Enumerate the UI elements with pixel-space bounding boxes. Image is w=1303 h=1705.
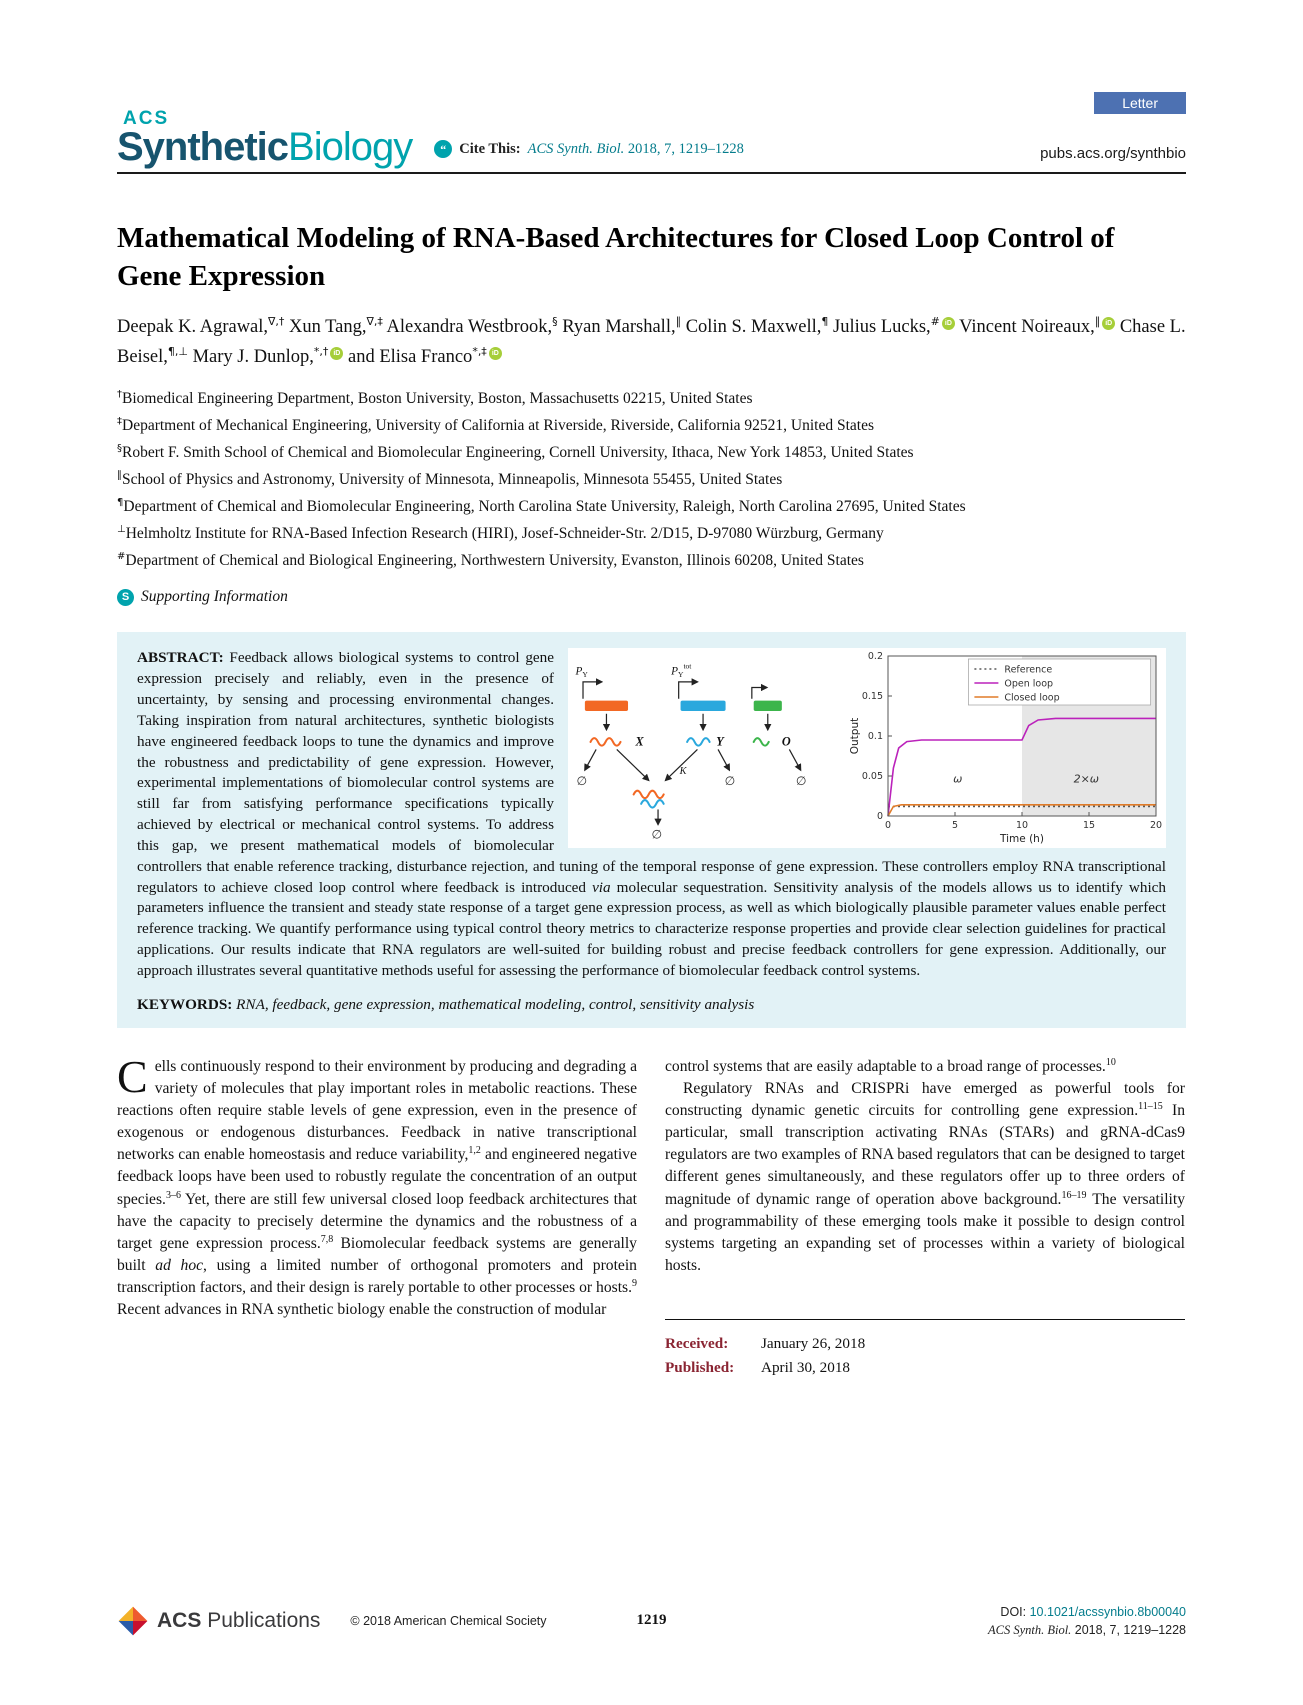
author: Deepak K. Agrawal,∇,† bbox=[117, 315, 285, 338]
svg-text:Output: Output bbox=[849, 718, 861, 755]
svg-text:Open loop: Open loop bbox=[1004, 678, 1054, 690]
gene-y-block bbox=[681, 701, 726, 711]
svg-text:20: 20 bbox=[1149, 820, 1163, 832]
rna-x-squiggle bbox=[591, 739, 621, 747]
author: Ryan Marshall,∥ bbox=[562, 315, 682, 338]
svg-text:0: 0 bbox=[876, 811, 883, 823]
affiliation: ∥School of Physics and Astronomy, University of Minnesota, Minneapolis, Minnesota 55455, United States bbox=[117, 469, 783, 488]
cite-this[interactable] bbox=[434, 140, 744, 164]
promoter-1-label: $P_Y$ bbox=[575, 665, 588, 680]
abstract-box bbox=[117, 632, 1186, 1027]
article-type-badge: Letter bbox=[1094, 92, 1186, 114]
acs-publications-wordmark: ACS Publications bbox=[157, 1608, 321, 1632]
keywords-line bbox=[137, 982, 1166, 1014]
orcid-icon[interactable]: iD bbox=[330, 347, 343, 360]
published-label: Published: bbox=[665, 1358, 735, 1376]
page-number: 1219 bbox=[636, 1612, 667, 1629]
cite-icon: “ bbox=[434, 140, 452, 158]
abstract-text: Feedback allows biological systems to control gene expression precisely and reliably, even in the presence of uncertainty, by sensing and processing environmental changes. Taking inspiration from natural architectures, synthetic biologists have engineered feedback loops to tune the dynamics and improve the robustness and predictability of gene expression. However, experimental implementations of biomolecular control systems are still far from satisfying performance specifications typically achieved by electrical or mechanical control systems. To address this gap, we present mathematical models of biomolecular controllers that enable reference tracking, disturbance rejection, and tuning of the temporal response of gene expression. These controllers employ RNA transcriptional regulators to achieve closed loop control where feedback is introduced via molecular sequestration. Sensitivity analysis of the models allows us to identify which parameters influence the transient and steady state response of a target gene expression process, as well as which biologically plausible parameter values enable perfect reference tracking. We quantify performance using typical control theory metrics to characterize response properties and provide clear selection guidelines for practical applications. Our results indicate that RNA regulators are well-suited for building robust and precise feedback controllers for gene expression. Additionally, our approach illustrates several quantitative methods useful for assessing the performance of biomolecular feedback control systems. bbox=[137, 649, 1166, 979]
degradation-symbol: ∅ bbox=[651, 827, 663, 842]
svg-text:Closed loop: Closed loop bbox=[1004, 692, 1060, 704]
svg-text:0.15: 0.15 bbox=[861, 691, 883, 703]
supporting-info-icon: S bbox=[117, 589, 134, 606]
author: Vincent Noireaux,∥ iD bbox=[959, 317, 1115, 337]
gene-o-block bbox=[754, 701, 782, 711]
body-column-right bbox=[665, 1056, 1185, 1380]
journal-header bbox=[117, 92, 1186, 174]
svg-text:0.2: 0.2 bbox=[867, 651, 883, 663]
author: Chase L. Beisel,¶,⊥ bbox=[117, 317, 1186, 367]
affiliation: †Biomedical Engineering Department, Boston University, Boston, Massachusetts 02215, United States bbox=[117, 388, 753, 407]
degradation-symbol: ∅ bbox=[724, 774, 736, 789]
body-column-left bbox=[117, 1050, 637, 1380]
affiliation: ⊥Helmholtz Institute for RNA-Based Infection Research (HIRI), Josef-Schneider-Str. 2/D15, D-97080 Würzburg, Germany bbox=[117, 524, 884, 543]
copyright-text: © 2018 American Chemical Society bbox=[350, 1613, 547, 1628]
affiliation: #Department of Chemical and Biological Engineering, Northwestern University, Evanston, Illinois 60208, United States bbox=[117, 551, 864, 570]
acs-publications-logo bbox=[117, 1605, 320, 1637]
abstract-figure bbox=[568, 648, 1166, 848]
svg-text:0.05: 0.05 bbox=[861, 771, 883, 783]
received-row bbox=[665, 1332, 1185, 1356]
published-date: April 30, 2018 bbox=[761, 1358, 851, 1376]
label-y: Y bbox=[716, 735, 724, 750]
doi-link[interactable]: 10.1021/acssynbio.8b00040 bbox=[1029, 1604, 1186, 1619]
affiliation-list bbox=[117, 385, 1186, 575]
label-o: O bbox=[781, 735, 791, 750]
page-footer bbox=[117, 1603, 1186, 1639]
journal-logo bbox=[117, 108, 413, 169]
abstract-chart bbox=[846, 648, 1166, 848]
received-label: Received: bbox=[665, 1335, 729, 1353]
svg-text:ω: ω bbox=[953, 772, 963, 786]
affiliation: ‡Department of Mechanical Engineering, University of California at Riverside, Riverside, California 92521, United States bbox=[117, 415, 874, 434]
complex-squiggle-x bbox=[634, 791, 664, 799]
author: Julius Lucks,# iD bbox=[833, 317, 955, 337]
orcid-icon[interactable]: iD bbox=[489, 347, 502, 360]
logo-acs-text: ACS bbox=[123, 108, 170, 129]
header-right bbox=[1040, 92, 1186, 164]
doi-block: DOI: 10.1021/acssynbio.8b00040 ACS Synth. Biol. 2018, 7, 1219–1228 bbox=[987, 1604, 1186, 1637]
gene-x-block bbox=[585, 701, 628, 711]
affiliation: §Robert F. Smith School of Chemical and Biomolecular Engineering, Cornell University, Ithaca, New York 14853, United States bbox=[117, 442, 914, 461]
supporting-information[interactable] bbox=[117, 588, 1186, 606]
author-list bbox=[117, 313, 1186, 372]
paragraph: Regulatory RNAs and CRISPRi have emerged as powerful tools for constructing dynamic genetic circuits for controlling gene expression.$^{11-15}$ In particular, small transcription activating RNAs (STARs) and gRNA-dCas9 regulators are two examples of RNA based regulators that can be designed to target different genes simultaneously, and these regulators offer up to three orders of magnitude of dynamic range of operation above background.$^{16-19}$ The versatility and programmability of these emerging tools make it possible to design control systems targeting an expanding set of processes within a variety of biological hosts. bbox=[665, 1079, 1185, 1274]
page-title: Mathematical Modeling of RNA-Based Architectures for Closed Loop Control of Gene Expression bbox=[117, 222, 1115, 292]
svg-text:2×ω: 2×ω bbox=[1073, 772, 1100, 786]
author: Colin S. Maxwell,¶ bbox=[685, 315, 829, 338]
cite-reference[interactable]: ACS Synth. Biol. 2018, 7, 1219–1228 bbox=[527, 140, 744, 157]
degradation-symbol: ∅ bbox=[795, 774, 807, 789]
keywords-label: KEYWORDS: bbox=[137, 995, 233, 1013]
svg-text:Time (h): Time (h) bbox=[1000, 833, 1044, 846]
svg-text:Reference: Reference bbox=[1004, 664, 1053, 676]
journal-site-link[interactable]: pubs.acs.org/synthbio bbox=[1040, 145, 1186, 162]
publication-dates bbox=[665, 1319, 1185, 1379]
received-date: January 26, 2018 bbox=[761, 1335, 866, 1353]
paragraph: Cells continuously respond to their environment by producing and degrading a variety of molecules that play important roles in metabolic reactions. These reactions often require stable levels of gene expression, even in the presence of exogenous or endogenous disturbances. Feedback in native transcriptional networks can enable homeostasis and reduce variability,$^{1,2}$ and engineered negative feedback loops have been used to robustly regulate the concentration of an output species.$^{3-6}$ Yet, there are still few universal closed loop feedback architectures that have the capacity to precisely determine the dynamics and the robustness of a target gene expression process.$^{7,8}$ Biomolecular feedback systems are generally built ad hoc, using a limited number of orthogonal promoters and protein transcription factors, and their design is rarely portable to other processes or hosts.$^9$ Recent advances in RNA synthetic biology enable the construction of modular bbox=[117, 1050, 637, 1319]
orcid-icon[interactable]: iD bbox=[942, 317, 955, 330]
page-content bbox=[117, 0, 1186, 1379]
label-x: X bbox=[635, 735, 644, 750]
svg-text:5: 5 bbox=[951, 820, 959, 832]
cite-label: Cite This: bbox=[459, 140, 521, 157]
promoter-2-label: $P_Y^{tot}$ bbox=[671, 662, 692, 680]
acs-diamond-icon bbox=[117, 1605, 149, 1637]
logo-main-text: SyntheticBiology bbox=[117, 125, 413, 169]
label-k: K bbox=[679, 766, 687, 778]
svg-text:10: 10 bbox=[1015, 820, 1029, 832]
complex-squiggle-y bbox=[641, 800, 664, 808]
keywords-text: RNA, feedback, gene expression, mathematical modeling, control, sensitivity analysis bbox=[236, 995, 755, 1013]
published-row bbox=[665, 1356, 1185, 1380]
svg-text:0.1: 0.1 bbox=[867, 731, 883, 743]
author: Xun Tang,∇,‡ bbox=[289, 315, 383, 338]
article-body bbox=[117, 1050, 1186, 1380]
doi-label: DOI: bbox=[1000, 1604, 1027, 1619]
affiliation: ¶Department of Chemical and Biomolecular Engineering, North Carolina State University, Raleigh, North Carolina 27695, United States bbox=[117, 496, 966, 516]
svg-text:0: 0 bbox=[884, 820, 892, 832]
degradation-symbol: ∅ bbox=[576, 774, 588, 789]
supporting-info-label[interactable]: Supporting Information bbox=[141, 588, 288, 606]
author: Mary J. Dunlop,*,† iD bbox=[193, 347, 344, 367]
author: and Elisa Franco*,‡ iD bbox=[348, 347, 502, 367]
svg-text:15: 15 bbox=[1082, 820, 1096, 832]
rna-y-squiggle bbox=[687, 739, 710, 747]
abstract-label: ABSTRACT: bbox=[137, 649, 224, 667]
dropcap: C bbox=[117, 1050, 148, 1102]
author: Alexandra Westbrook,§ bbox=[386, 315, 558, 338]
rna-o-squiggle bbox=[754, 739, 769, 747]
paragraph: control systems that are easily adaptable to a broad range of processes.$^{10}$ bbox=[665, 1056, 1116, 1075]
journal-ref: ACS Synth. Biol. bbox=[987, 1622, 1072, 1637]
abstract-schematic bbox=[568, 649, 840, 847]
orcid-icon[interactable]: iD bbox=[1102, 317, 1115, 330]
